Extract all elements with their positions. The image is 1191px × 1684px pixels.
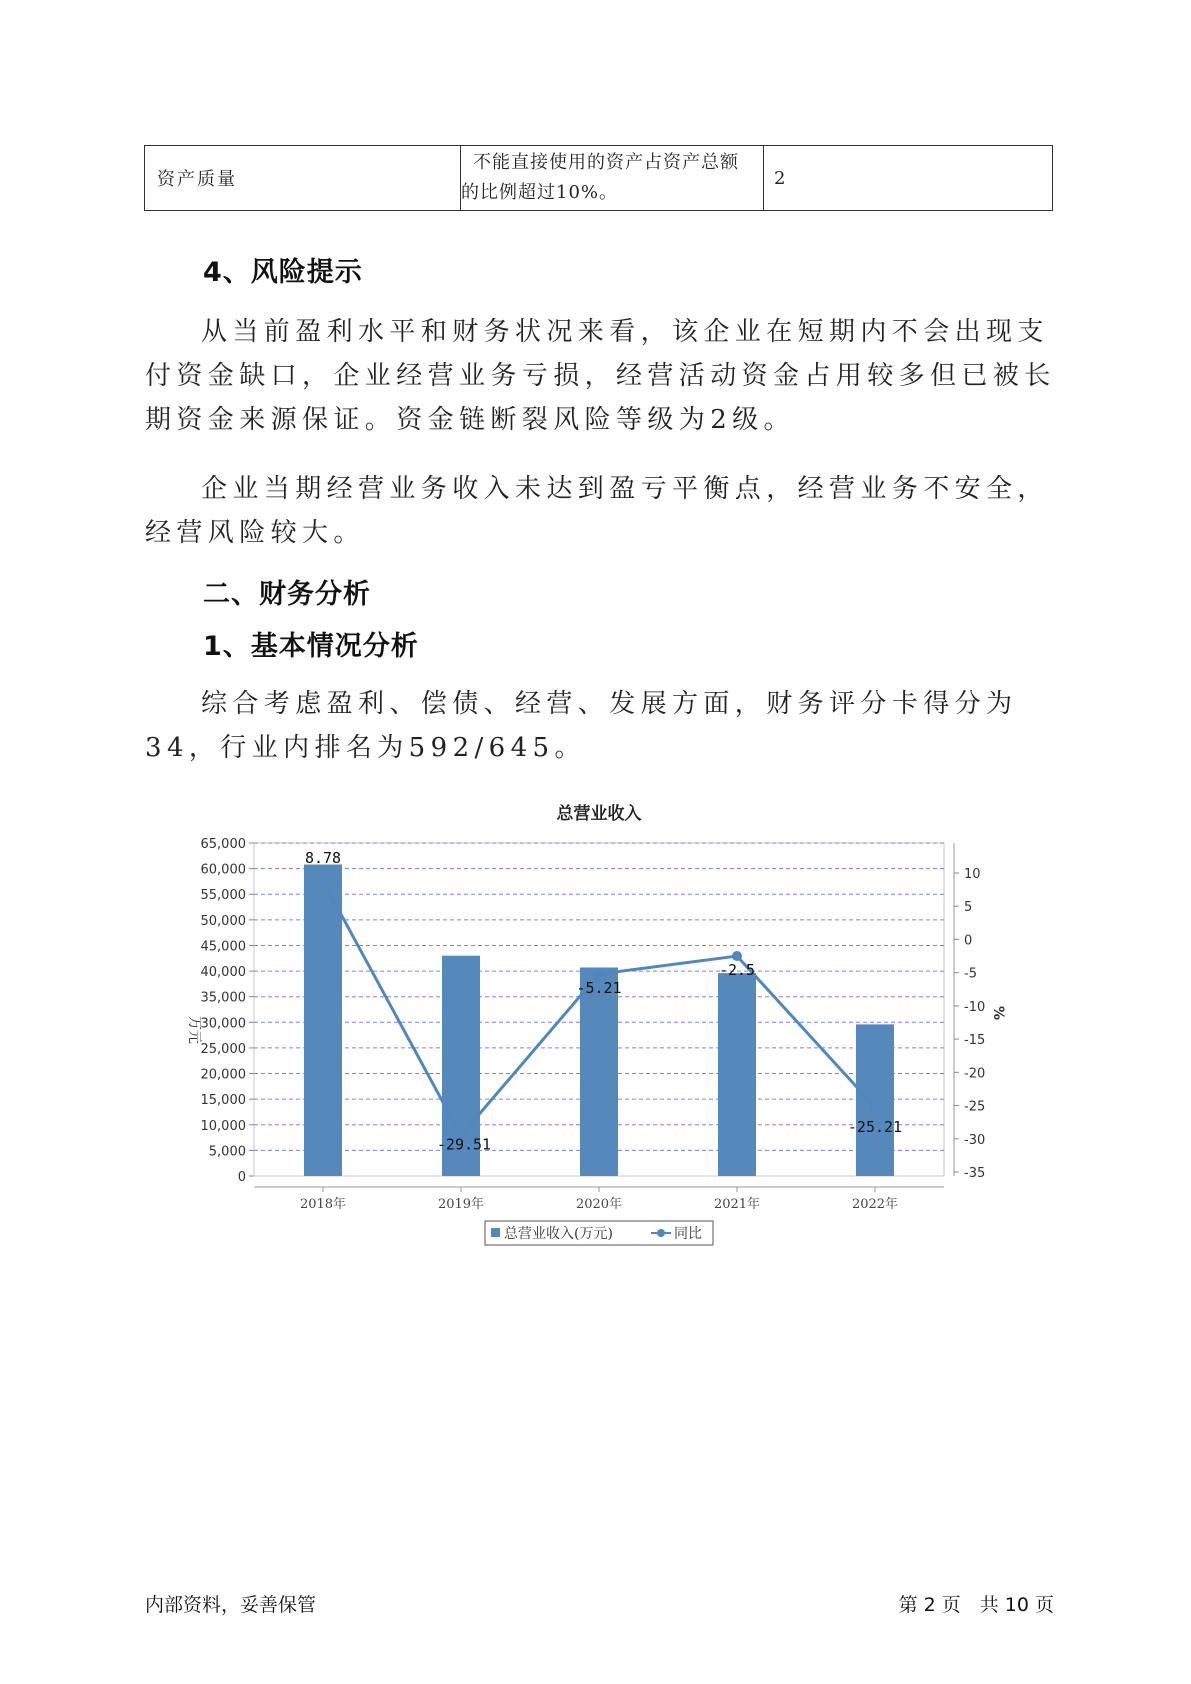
y-axis-tick-label: 40,000 [200,965,246,981]
yoy-point-2020年 [594,969,604,979]
table-cell-score: 2 [764,146,1053,211]
y2-axis-tick-label: -15 [964,1033,986,1049]
legend-line-marker [657,1229,665,1237]
x-axis-tick-label: 2021年 [713,1197,761,1212]
criterion-line-2: 的比例超过10%。 [461,182,619,203]
yoy-data-label: -25.21 [847,1117,903,1136]
y2-axis-tick-label: -5 [964,966,977,982]
y-axis-tick-label: 65,000 [200,837,246,852]
y-axis-tick-label: 30,000 [200,1016,246,1032]
x-axis-tick-label: 2020年 [575,1197,623,1212]
y2-axis-tick-label: -10 [964,999,986,1015]
y-axis-tick-label: 60,000 [200,862,246,878]
y-axis-tick-label: 55,000 [200,888,246,904]
y-axis-title: 万元 [186,1016,202,1044]
y-axis-tick-label: 15,000 [200,1093,246,1109]
y-axis-tick-label: 25,000 [200,1041,246,1057]
y2-axis-tick-label: -20 [964,1066,986,1082]
yoy-data-label: 8.78 [304,849,342,868]
y-axis-tick-label: 45,000 [200,939,246,955]
criterion-line-1: 不能直接使用的资产占资产总额 [473,152,739,173]
yoy-point-2018年 [318,876,328,886]
y2-axis-tick-label: 5 [964,900,973,916]
y2-axis-tick-label: -30 [964,1132,986,1148]
yoy-point-2021年 [732,951,742,961]
bar-2018年 [304,865,342,1176]
footer-confidential: 内部资料，妥善保管 [145,1594,317,1616]
y-axis-tick-label: 5,000 [208,1144,246,1160]
basic-heading: 1、基本情况分析 [203,631,419,662]
legend-bar-swatch [491,1228,500,1237]
legend-line-label: 同比 [674,1226,702,1242]
chart-legend [485,1221,713,1245]
footer-page-number: 第 2 页 共 10 页 [898,1594,1054,1616]
chart-title: 总营业收入 [556,804,642,824]
y2-axis-tick-label: -25 [964,1099,986,1115]
yoy-data-label: -2.5 [718,961,756,980]
yoy-data-label: -5.21 [576,979,622,998]
bar-2020年 [580,967,618,1176]
basic-paragraph: 综合考虑盈利、偿债、经营、发展方面，财务评分卡得分为34，行业内排名为592/645。 [145,689,1018,763]
y-axis-tick-label: 35,000 [200,990,246,1006]
y-axis-tick-label: 0 [237,1170,246,1185]
x-axis-tick-label: 2018年 [299,1197,347,1212]
table-cell-category: 资产质量 [145,146,461,211]
yoy-point-2022年 [870,1102,880,1112]
y2-axis-tick-label: -35 [964,1166,986,1181]
legend-bar-label: 总营业收入(万元) [504,1226,613,1242]
finance-heading: 二、财务分析 [203,579,371,610]
y2-axis-title: % [990,1006,1006,1021]
y-axis-tick-label: 50,000 [200,913,246,929]
chart-bars [304,865,894,1176]
bar-2021年 [718,973,756,1176]
yoy-data-label: -29.51 [436,1135,492,1154]
y-axis-tick-label: 20,000 [200,1067,246,1083]
x-axis-tick-label: 2022年 [851,1197,899,1212]
y2-axis-tick-label: 0 [964,933,973,949]
risk-paragraph-2: 企业当期经营业务收入未达到盈亏平衡点，经营业务不安全，经营风险较大。 [145,474,1049,548]
x-axis-tick-label: 2019年 [437,1197,485,1212]
risk-paragraph-1: 从当前盈利水平和财务状况来看，该企业在短期内不会出现支付资金缺口，企业经营业务亏损，经营活动资金占用较多但已被长期资金来源保证。资金链断裂风险等级为2级。 [145,317,1056,435]
y-axis-tick-label: 10,000 [200,1118,246,1134]
risk-heading: 4、风险提示 [203,257,363,288]
y2-axis-tick-label: 10 [964,867,981,882]
bar-2022年 [856,1024,894,1176]
